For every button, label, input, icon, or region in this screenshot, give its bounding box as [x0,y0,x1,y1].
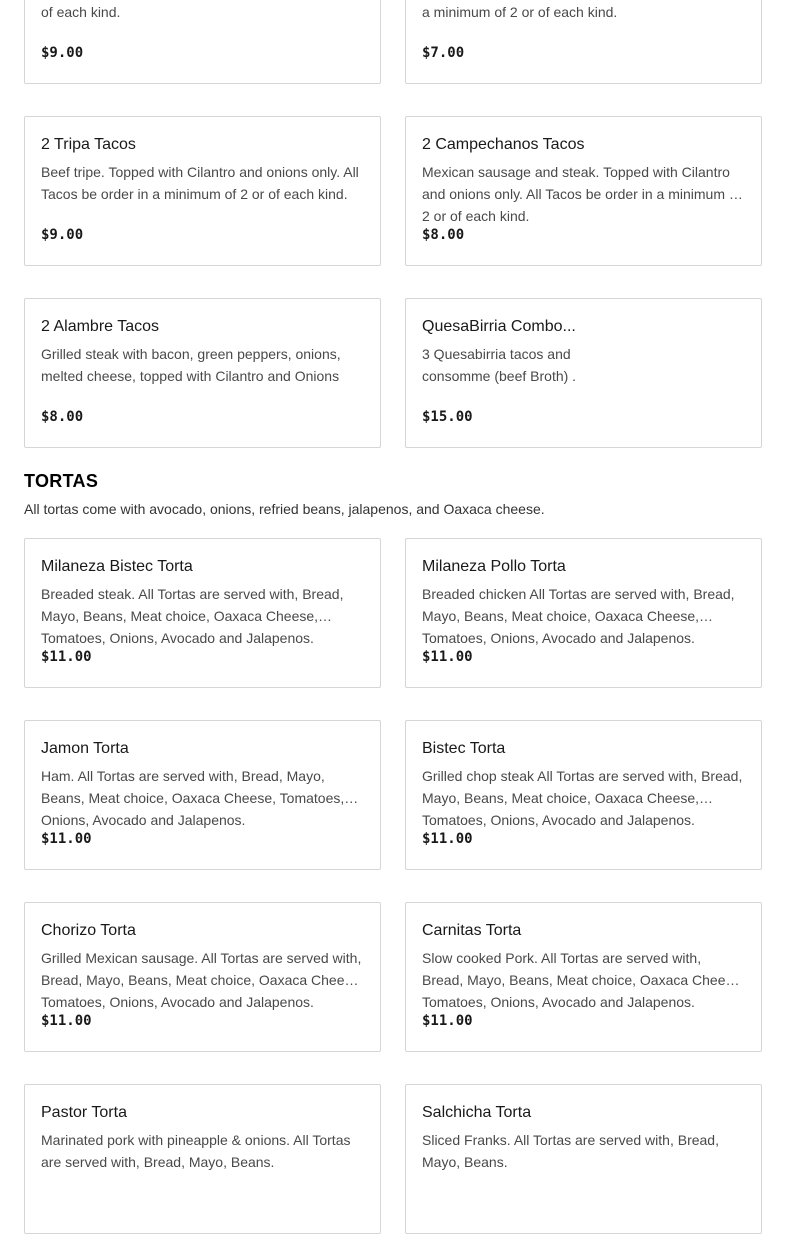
menu-item-name: Milaneza Bistec Torta [41,558,193,575]
menu-item-description: Sliced Franks. All Tortas are served with, Bread, Mayo, Beans. [422,1132,719,1170]
menu-item-description: Slow cooked Pork. All Tortas are served with, Bread, Mayo, Beans, Meat choice, Oaxaca Cheese, Tomatoes, Onions, Avocado and Jalapenos. [422,950,745,1010]
menu-item-description: Grilled Mexican sausage. All Tortas are served with, Bread, Mayo, Beans, Meat choice, Oaxaca Cheese, Tomatoes, Onions, Avocado and Jalapenos. [41,950,364,1010]
menu-item-price: $11.00 [41,649,92,665]
menu-item-description: Breaded steak. All Tortas are served with, Bread, Mayo, Beans, Meat choice, Oaxaca Cheese, Tomatoes, Onions, Avocado and Jalapenos. [41,586,344,646]
menu-item-card[interactable] [405,720,762,870]
menu-item-card[interactable] [405,116,762,266]
menu-item-description: of each kind. [41,4,121,20]
menu-item-description: 3 Quesabirria tacos and consomme (beef Broth) . [422,346,577,384]
menu-item-description: Breaded chicken All Tortas are served with, Bread, Mayo, Beans, Meat choice, Oaxaca Cheese, Tomatoes, Onions, Avocado and Jalapenos. [422,586,735,646]
menu-item-name: Bistec Torta [422,740,506,757]
menu-item-description: a minimum of 2 or of each kind. [422,4,618,20]
menu-item-name: 2 Alambre Tacos [41,318,159,335]
menu-item-name: Pastor Torta [41,1104,127,1121]
menu-item-description: Grilled steak with bacon, green peppers, onions, melted cheese, topped with Cilantro and Onions [41,346,341,384]
menu-item-name: Milaneza Pollo Torta [422,558,566,575]
menu-item-card[interactable] [24,116,381,266]
menu-item-card[interactable] [405,298,762,448]
menu-item-price: $8.00 [422,227,465,243]
menu-item-description: Mexican sausage and steak. Topped with Cilantro and onions only. All Tacos be order in a minimum of 2 or of each kind. [422,164,741,224]
menu-item-price: $11.00 [422,1013,473,1029]
menu-item-card[interactable] [405,0,762,84]
menu-item-price: $9.00 [41,45,84,61]
menu-item-card[interactable] [24,0,381,84]
menu-item-card[interactable] [24,902,381,1052]
menu-item-card[interactable] [24,1084,381,1234]
menu-item-card[interactable] [405,902,762,1052]
menu-item-name: Carnitas Torta [422,922,522,939]
menu-item-price: $9.00 [41,227,84,243]
menu-item-price: $11.00 [422,649,473,665]
menu-item-card[interactable] [24,720,381,870]
menu-item-card[interactable] [405,538,762,688]
menu-item-price: $15.00 [422,409,473,425]
menu-item-price: $8.00 [41,409,84,425]
menu-item-name: Jamon Torta [41,740,129,757]
menu-item-description: Beef tripe. Topped with Cilantro and onions only. All Tacos be order in a minimum of 2 or of each kind. [41,164,359,202]
menu-item-name: 2 Campechanos Tacos [422,136,585,153]
menu-item-card[interactable] [24,298,381,448]
menu-item-price: $7.00 [422,45,465,61]
menu-item-name: Salchicha Torta [422,1104,532,1121]
menu-item-name: 2 Tripa Tacos [41,136,136,153]
menu-item-card[interactable] [405,1084,762,1234]
menu-item-card[interactable] [24,538,381,688]
menu-item-name: Chorizo Torta [41,922,136,939]
menu-item-price: $11.00 [41,1013,92,1029]
menu-item-name: QuesaBirria Combo... [422,318,576,335]
menu-item-description: Grilled chop steak All Tortas are served with, Bread, Mayo, Beans, Meat choice, Oaxaca Cheese, Tomatoes, Onions, Avocado and Jalapenos. [422,768,743,828]
menu-item-price: $11.00 [422,831,473,847]
section-title: TORTAS [24,471,99,491]
menu-item-price: $11.00 [41,831,92,847]
menu-item-description: Marinated pork with pineapple & onions. All Tortas are served with, Bread, Mayo, Beans. [41,1132,351,1170]
section-description: All tortas come with avocado, onions, refried beans, jalapenos, and Oaxaca cheese. [24,501,545,517]
menu-item-description: Ham. All Tortas are served with, Bread, Mayo, Beans, Meat choice, Oaxaca Cheese, Tomatoes, Onions, Avocado and Jalapenos. [41,768,345,828]
